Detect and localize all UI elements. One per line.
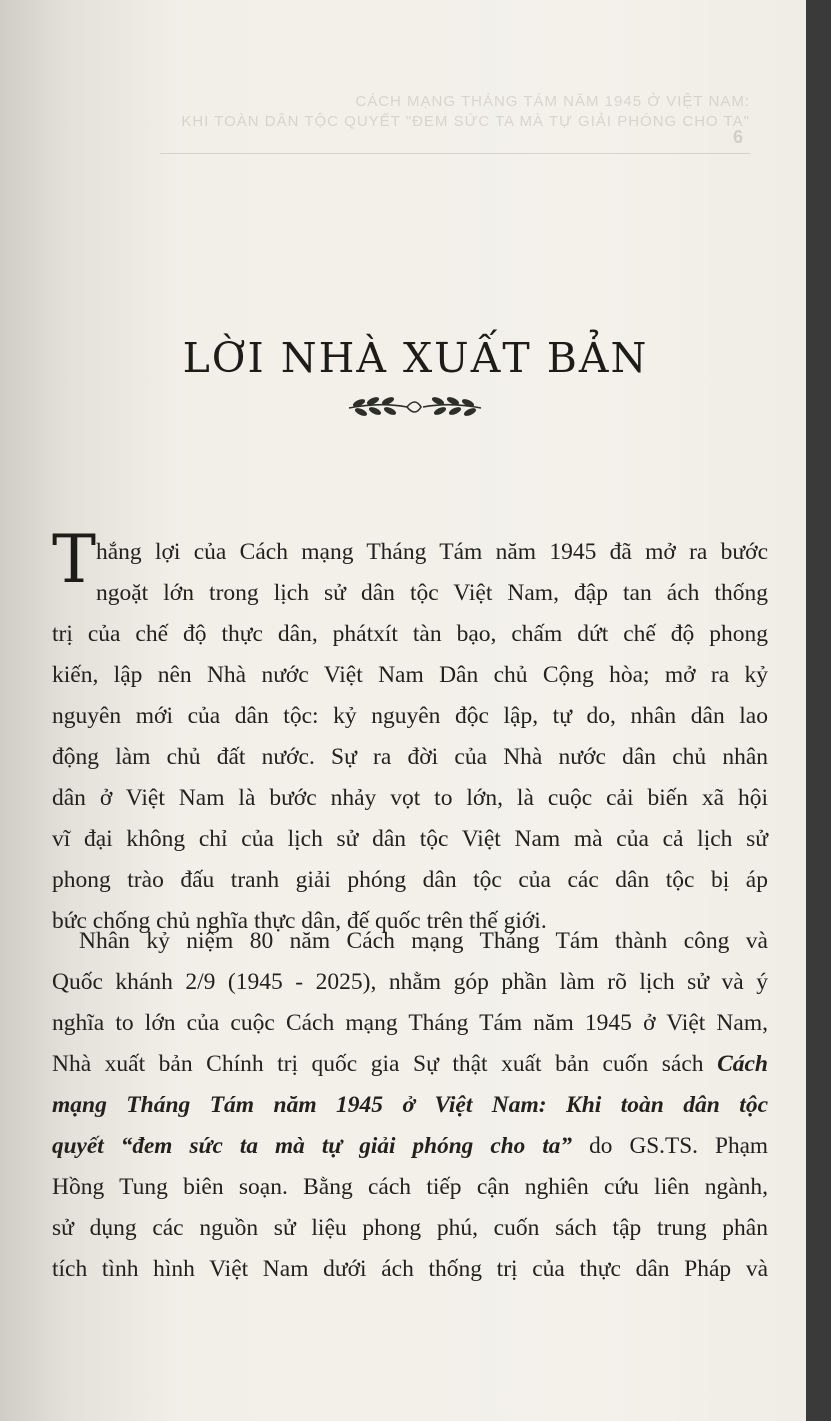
paragraph-2-line: Quốc khánh 2/9 (1945 - 2025), nhằm góp phần làm rõ lịch sử và ý <box>52 969 768 995</box>
paragraph-1-line: hắng lợi của Cách mạng Tháng Tám năm 1945 đã mở ra bước <box>96 539 768 565</box>
paragraph-1-line: vĩ đại không chỉ của lịch sử dân tộc Việt Nam mà của cả lịch sử <box>52 826 768 852</box>
paragraph-2-line: Hồng Tung biên soạn. Bằng cách tiếp cận nghiên cứu liên ngành, <box>52 1174 768 1200</box>
paragraph-1-line: ngoặt lớn trong lịch sử dân tộc Việt Nam, đập tan ách thống <box>96 580 768 606</box>
drop-cap: T <box>52 521 97 598</box>
paragraph-2-line: nghĩa to lớn của cuộc Cách mạng Tháng Tám năm 1945 ở Việt Nam, <box>52 1010 768 1036</box>
scan-edge-bar <box>806 0 831 1421</box>
paragraph-2-line <box>52 1126 768 1167</box>
paragraph-2-text: do GS.TS. Phạm <box>572 1133 768 1159</box>
bleed-through-rule <box>160 153 750 154</box>
paragraph-1-line: động làm chủ đất nước. Sự ra đời của Nhà nước dân chủ nhân <box>52 744 768 770</box>
bleed-through-header-line2: KHI TOÀN DÂN TỘC QUYẾT "ĐEM SỨC TA MÀ TỰ GIẢI PHÓNG CHO TA" <box>181 113 750 130</box>
bleed-through-page-number: 6 <box>733 127 744 147</box>
paragraph-1 <box>52 532 768 942</box>
paragraph-1-line: nguyên mới của dân tộc: kỷ nguyên độc lập, tự do, nhân dân lao <box>52 703 768 729</box>
paragraph-2-text: Nhà xuất bản Chính trị quốc gia Sự thật xuất bản cuốn sách <box>52 1051 718 1077</box>
book-title-text: mạng Tháng Tám năm 1945 ở Việt Nam: Khi toàn dân tộc <box>52 1092 768 1118</box>
paragraph-2-line <box>52 1044 768 1085</box>
page-title: LỜI NHÀ XUẤT BẢN <box>182 334 649 382</box>
paragraph-1-line: trị của chế độ thực dân, phátxít tàn bạo, chấm dứt chế độ phong <box>52 621 768 647</box>
book-title-text: quyết “đem sức ta mà tự giải phóng cho ta” <box>52 1133 573 1159</box>
paragraph-2-line: tích tình hình Việt Nam dưới ách thống trị của thực dân Pháp và <box>52 1256 768 1282</box>
bleed-through-header <box>50 92 750 132</box>
paragraph-1-line: phong trào đấu tranh giải phóng dân tộc của các dân tộc bị áp <box>52 867 768 893</box>
bleed-through-header-line1: CÁCH MẠNG THÁNG TÁM NĂM 1945 Ở VIỆT NAM: <box>355 93 750 110</box>
paragraph-1-line: bức chống chủ nghĩa thực dân, đế quốc trên thế giới. <box>52 908 547 934</box>
paragraph-1-line: dân ở Việt Nam là bước nhảy vọt to lớn, là cuộc cải biến xã hội <box>52 785 768 811</box>
leaf-ornament-icon <box>345 393 485 419</box>
paragraph-1-line: kiến, lập nên Nhà nước Việt Nam Dân chủ Cộng hòa; mở ra kỷ <box>52 662 768 688</box>
book-title-text: Cách <box>717 1051 768 1077</box>
paragraph-2-line: Nhân kỷ niệm 80 năm Cách mạng Tháng Tám thành công và <box>79 928 768 954</box>
paragraph-2 <box>52 921 768 1290</box>
paragraph-2-line: sử dụng các nguồn sử liệu phong phú, cuốn sách tập trung phân <box>52 1215 768 1241</box>
